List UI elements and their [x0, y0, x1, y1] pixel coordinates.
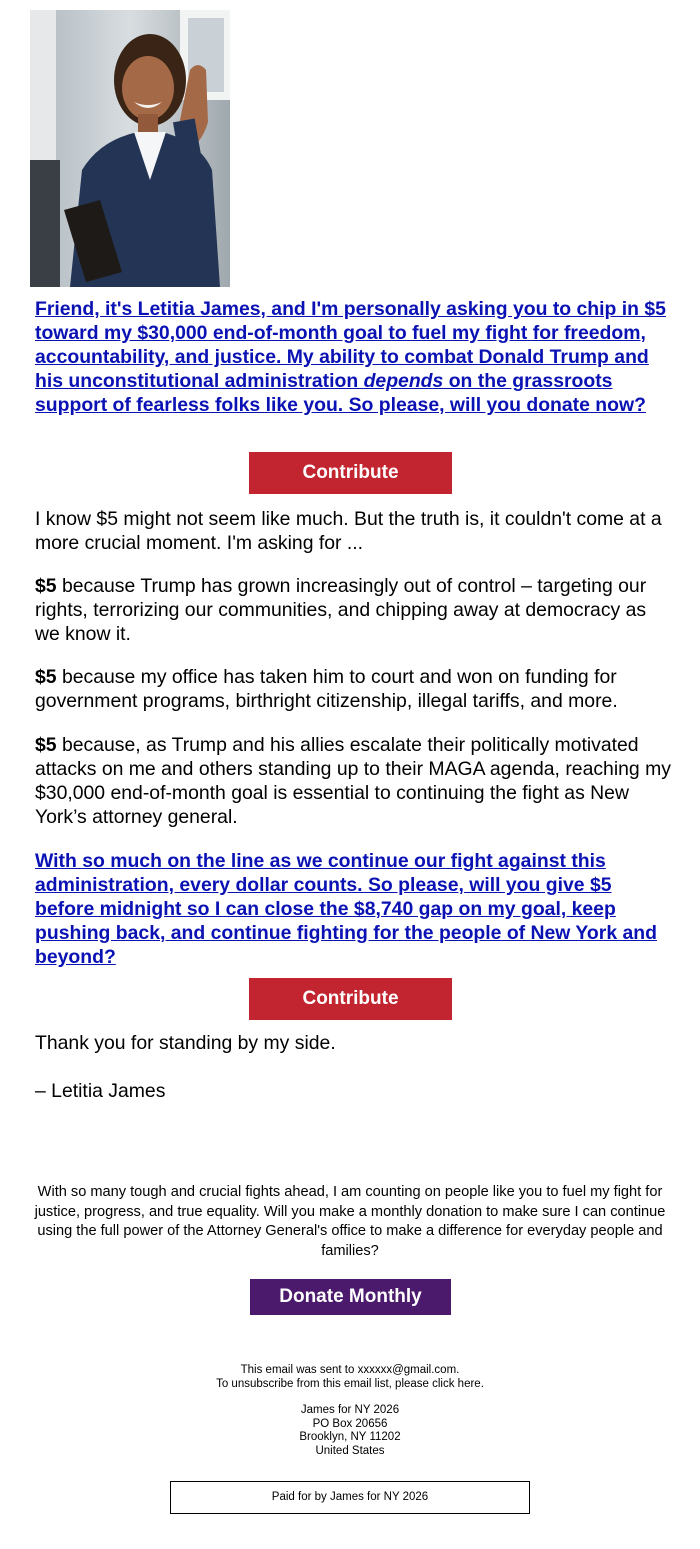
address-country: United States — [315, 1444, 385, 1457]
lead-link-part2[interactable]: on the grassroots support of fearless folks like you. So please, will you donate now? — [35, 370, 646, 416]
reason-paragraph-3 — [35, 733, 675, 829]
address-city: Brooklyn, NY 11202 — [299, 1431, 401, 1443]
mailing-address — [150, 1404, 550, 1458]
donate-monthly-button[interactable]: Donate Monthly — [250, 1279, 451, 1315]
reason-3-text: because, as Trump and his allies escalate their politically motivated attacks on me and others standing up to their MAGA agenda, reaching my $30,000 end-of-month goal is essential to continuing the fight as New York’s attorney general. — [35, 734, 671, 828]
reason-2-amount: $5 — [35, 666, 57, 688]
address-po-box: PO Box 20656 — [312, 1417, 388, 1430]
monthly-appeal-text: With so many tough and crucial fights ahead, I am counting on people like you to fuel my fight for justice, progress, and true equality. Will you make a monthly donation to make sure I can continue using the full power of the Attorney General's office to make a difference for everyday people and families? — [34, 1184, 666, 1259]
unsubscribe-link[interactable]: To unsubscribe from this email list, please click here. — [216, 1378, 484, 1390]
appeal-link[interactable]: With so much on the line as we continue our fight against this administration, every dollar counts. So please, will you give $5 before midnight so I can close the $8,740 gap on my goal, keep pushing back, and continue fighting for the people of New York and beyond? — [35, 850, 657, 968]
thanks-text: Thank you for standing by my side. — [35, 1032, 336, 1054]
candidate-photo — [30, 10, 230, 287]
lead-link-part1[interactable]: Friend, it's Letitia James, and I'm personally asking you to chip in $5 toward my $30,000 end-of-month goal to fuel my fight for freedom, accountability, and justice. My ability to combat Donald Trump and his unconstitutional administration — [35, 298, 666, 392]
reason-paragraph-2 — [35, 665, 675, 713]
address-org: James for NY 2026 — [300, 1404, 400, 1416]
contribute-button-bottom[interactable]: Contribute — [249, 978, 452, 1020]
reason-1-amount: $5 — [35, 575, 57, 597]
reason-3-amount: $5 — [35, 734, 57, 756]
lead-emphasis[interactable]: depends — [363, 370, 444, 392]
reason-1-text: because Trump has grown increasingly out of control – targeting our rights, terrorizing our communities, and chipping away at democracy as we know it. — [35, 575, 647, 645]
footer-notice — [150, 1363, 550, 1391]
signature: – Letitia James — [35, 1080, 166, 1102]
reason-2-text: because my office has taken him to court and won on funding for government programs, birthright citizenship, illegal tariffs, and more. — [35, 666, 618, 712]
reason-paragraph-1 — [35, 574, 675, 646]
lead-link-emphasis[interactable] — [364, 370, 444, 392]
contribute-button-top[interactable]: Contribute — [249, 452, 452, 494]
intro-paragraph: I know $5 might not seem like much. But the truth is, it couldn't come at a more crucial moment. I'm asking for ... — [35, 508, 662, 554]
portrait-photo-icon — [30, 10, 230, 287]
sent-to-text: This email was sent to xxxxxx@gmail.com. — [240, 1364, 460, 1376]
lead-appeal-link[interactable] — [35, 297, 675, 417]
paid-for-disclaimer: Paid for by James for NY 2026 — [170, 1481, 530, 1514]
